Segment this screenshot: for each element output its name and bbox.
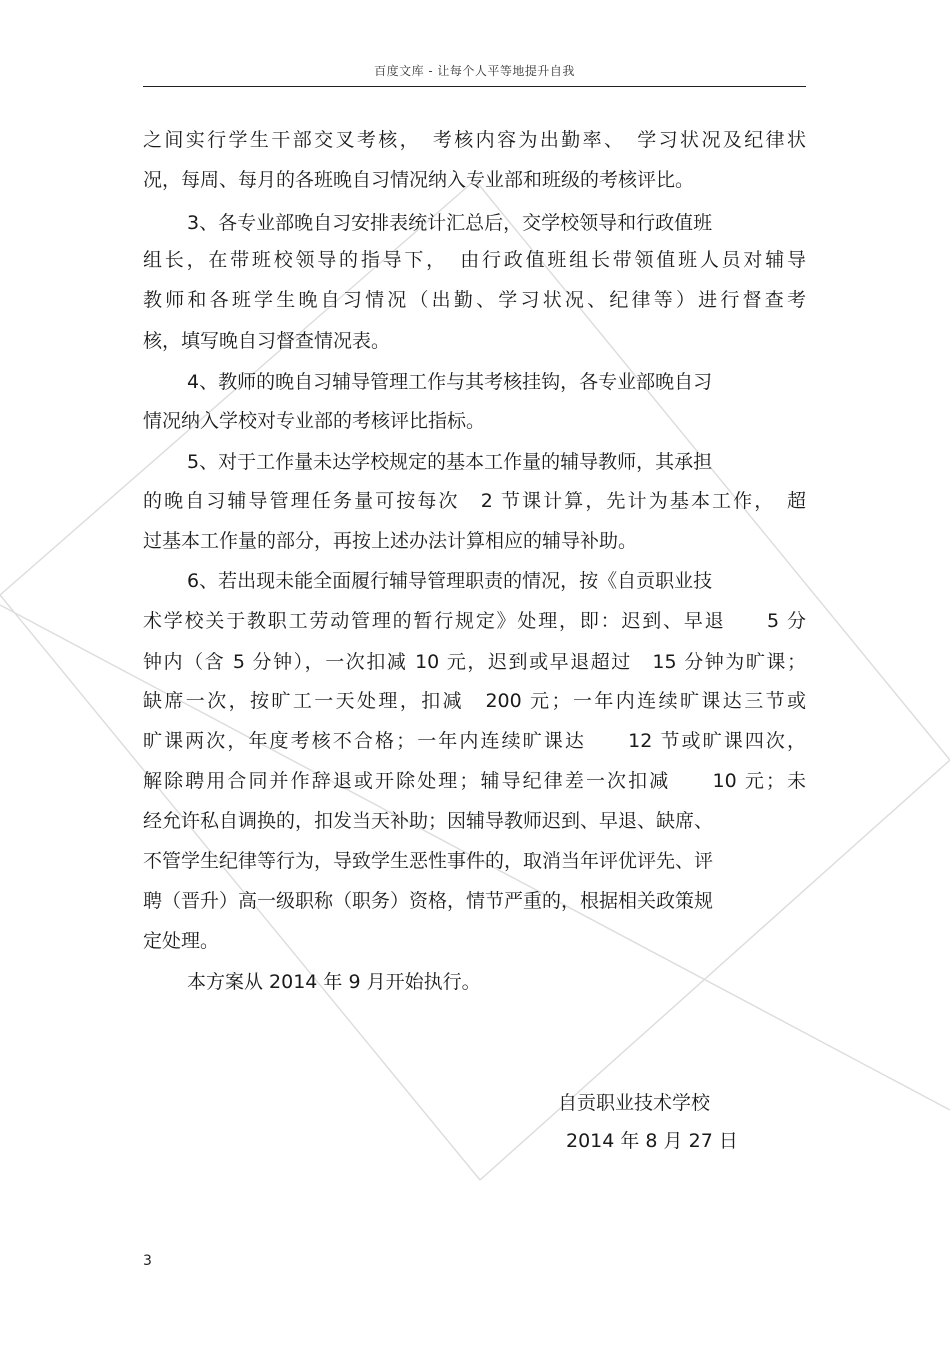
body-line: 经允许私自调换的，扣发当天补助；因辅导教师迟到、早退、缺席、 [143, 810, 714, 832]
signature-date: 2014 年 8 月 27 日 [566, 1130, 738, 1152]
signature-organization: 自贡职业技术学校 [558, 1092, 711, 1114]
body-line: 过基本工作量的部分，再按上述办法计算相应的辅导补助。 [143, 530, 638, 552]
body-line: 的晚自习辅导管理任务量可按每次 2 节课计算，先计为基本工作， 超 [143, 490, 806, 512]
body-line: 情况纳入学校对专业部的考核评比指标。 [143, 410, 486, 432]
body-line: 况，每周、每月的各班晚自习情况纳入专业部和班级的考核评比。 [143, 169, 695, 191]
header-rule [143, 86, 806, 87]
body-line: 聘（晋升）高一级职称（职务）资格，情节严重的，根据相关政策规 [143, 890, 714, 912]
body-line: 术学校关于教职工劳动管理的暂行规定》处理，即：迟到、早退 5 分 [143, 610, 806, 632]
body-line: 5、对于工作量未达学校规定的基本工作量的辅导教师，其承担 [187, 451, 713, 473]
body-line: 旷课两次，年度考核不合格；一年内连续旷课达 12 节或旷课四次， [143, 730, 806, 752]
body-line: 核，填写晚自习督查情况表。 [143, 330, 391, 352]
body-line: 钟内（含 5 分钟），一次扣减 10 元，迟到或早退超过 15 分钟为旷课； [143, 651, 806, 673]
body-line: 组长，在带班校领导的指导下， 由行政值班组长带领值班人员对辅导 [143, 249, 806, 271]
body-line: 之间实行学生干部交叉考核， 考核内容为出勤率、 学习状况及纪律状 [143, 129, 806, 151]
page-number: 3 [143, 1253, 152, 1269]
body-line: 教师和各班学生晚自习情况（出勤、学习状况、纪律等）进行督查考 [143, 289, 806, 311]
body-line: 定处理。 [143, 930, 220, 952]
page-header: 百度文库 - 让每个人平等地提升自我 [374, 64, 575, 78]
body-line: 缺席一次，按旷工一天处理，扣减 200 元；一年内连续旷课达三节或 [143, 690, 806, 712]
body-line: 6、若出现未能全面履行辅导管理职责的情况，按《自贡职业技 [187, 570, 713, 592]
body-line: 3、各专业部晚自习安排表统计汇总后，交学校领导和行政值班 [187, 212, 713, 234]
body-line: 4、教师的晚自习辅导管理工作与其考核挂钩，各专业部晚自习 [187, 371, 713, 393]
body-line: 本方案从 2014 年 9 月开始执行。 [187, 971, 481, 993]
body-line: 解除聘用合同并作辞退或开除处理；辅导纪律差一次扣减 10 元；未 [143, 770, 806, 792]
body-line: 不管学生纪律等行为，导致学生恶性事件的，取消当年评优评先、评 [143, 850, 714, 872]
